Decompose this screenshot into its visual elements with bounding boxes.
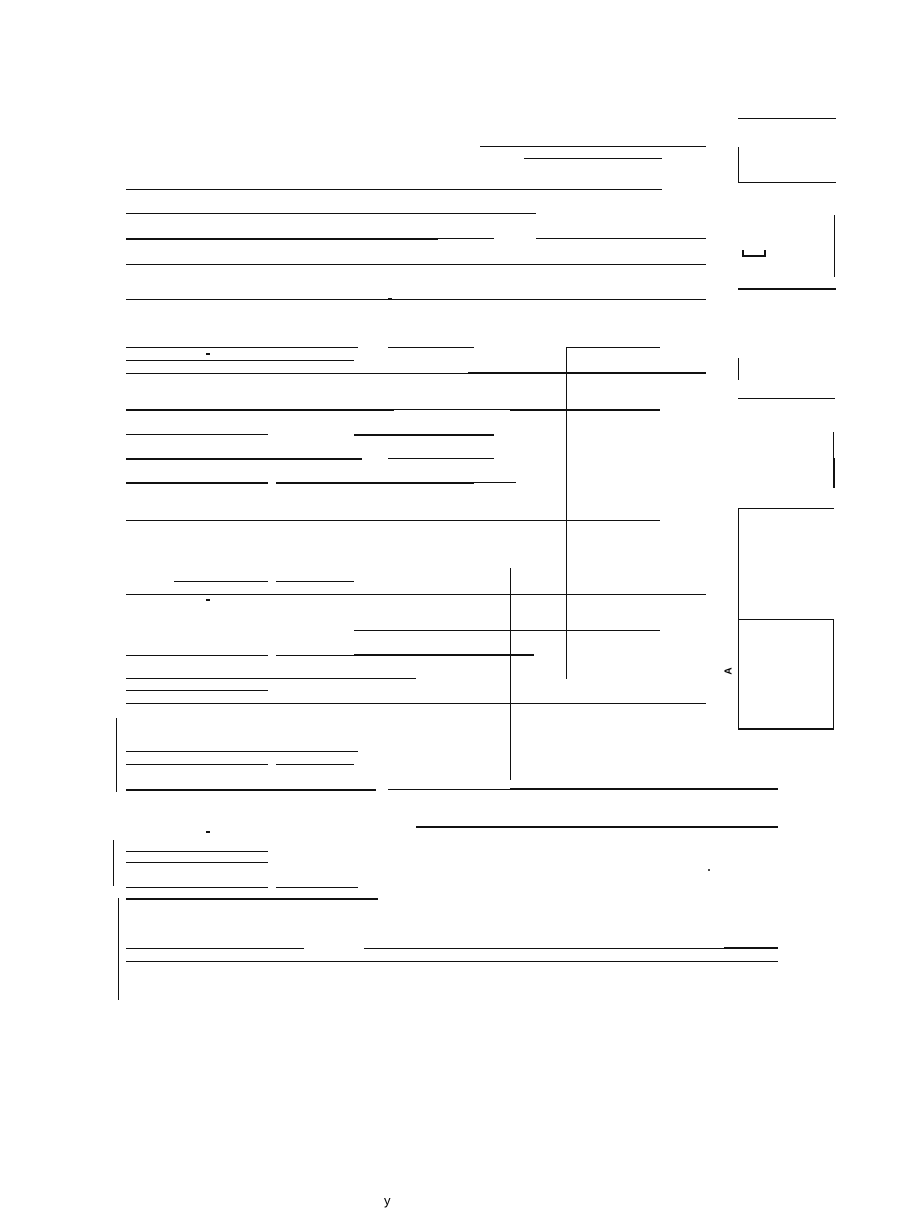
- rule: [388, 789, 512, 790]
- rule: [738, 619, 834, 620]
- rule: [126, 655, 268, 656]
- rule: [833, 619, 834, 730]
- rule: [126, 703, 706, 704]
- rule: [566, 347, 660, 348]
- tick-mark: [206, 831, 210, 833]
- tick-mark: [206, 353, 210, 355]
- rule: [126, 482, 268, 484]
- rule: [468, 372, 706, 374]
- rule: [276, 764, 354, 765]
- rule: [474, 482, 516, 483]
- rule: [126, 360, 354, 361]
- rule: [276, 581, 354, 582]
- rule: [126, 520, 660, 521]
- rule: [126, 434, 268, 435]
- rule: [174, 581, 268, 582]
- rule: [738, 358, 739, 380]
- rule: [126, 264, 706, 265]
- rule: [113, 840, 114, 886]
- rule: [126, 458, 362, 460]
- rule: [126, 764, 268, 765]
- rule: [126, 948, 304, 949]
- rule: [354, 630, 660, 631]
- rule: [388, 347, 474, 348]
- rule: [126, 409, 394, 411]
- rule: [126, 594, 706, 595]
- rule: [833, 458, 835, 488]
- rule: [738, 508, 834, 509]
- side-letter: A: [723, 667, 735, 675]
- rule: [116, 718, 117, 792]
- rule: [126, 189, 662, 190]
- tick-mark: [206, 599, 210, 601]
- dot: [708, 869, 710, 871]
- rule: [126, 238, 438, 240]
- rule: [126, 851, 268, 852]
- rule: [354, 434, 494, 436]
- rule: [354, 654, 534, 656]
- rule: [833, 432, 834, 458]
- rule: [510, 568, 511, 780]
- rule: [524, 158, 662, 159]
- footer-char: y: [384, 1193, 391, 1208]
- rule: [536, 238, 706, 239]
- rule: [738, 288, 836, 290]
- rule: [388, 458, 494, 459]
- rule: [126, 862, 268, 863]
- rule: [364, 948, 778, 949]
- rule: [126, 751, 358, 752]
- rule: [126, 678, 416, 679]
- rule: [118, 898, 119, 1000]
- rule: [724, 947, 778, 949]
- rule: [126, 789, 376, 791]
- rule: [126, 299, 706, 300]
- rule: [126, 347, 358, 348]
- rule: [126, 961, 778, 962]
- rule: [480, 146, 706, 147]
- bracket-icon: [742, 250, 766, 257]
- rule: [276, 887, 358, 888]
- rule: [416, 826, 778, 828]
- tick-mark: [388, 298, 392, 300]
- rule: [438, 238, 494, 239]
- rule: [276, 482, 474, 484]
- rule: [834, 215, 835, 277]
- rule: [738, 728, 834, 730]
- rule: [738, 147, 739, 182]
- rule: [126, 690, 268, 691]
- rule: [126, 213, 536, 214]
- rule: [276, 655, 354, 656]
- rule: [738, 118, 836, 119]
- rule: [510, 409, 660, 411]
- rule: [510, 788, 778, 790]
- rule: [738, 182, 836, 183]
- rule: [126, 887, 268, 888]
- rule: [738, 398, 835, 399]
- rule: [126, 898, 378, 900]
